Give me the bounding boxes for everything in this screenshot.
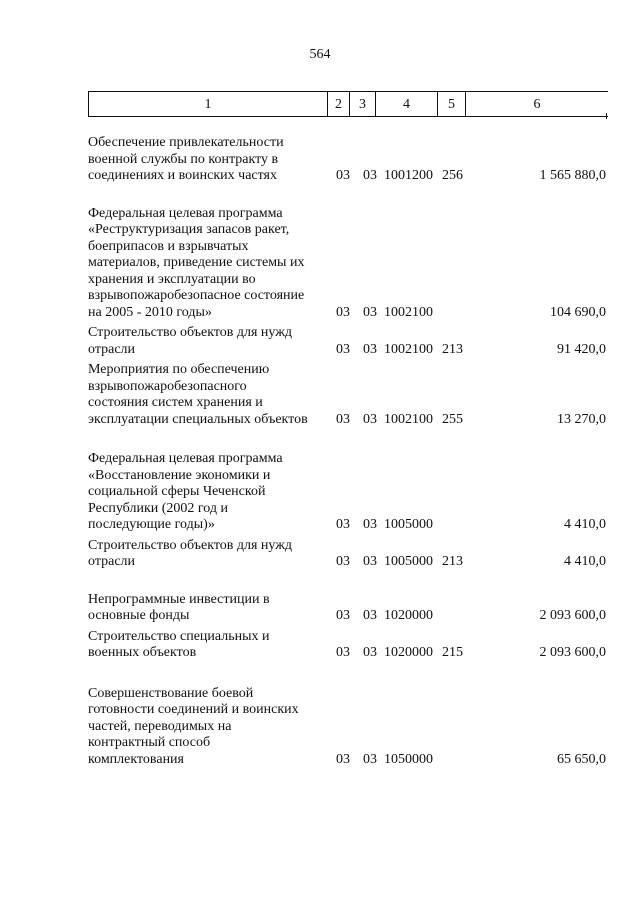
- row-description: Совершенствование боевой готовности соединений и воинских частей, переводимых на контрактный способ комплектования: [88, 685, 299, 767]
- section-code: 03: [336, 645, 350, 660]
- subsection-code: 03: [363, 304, 377, 320]
- row-description: Строительство объектов для нужд отрасли: [88, 537, 293, 569]
- subsection-code: 03: [363, 168, 377, 183]
- subsection-code: 03: [363, 411, 377, 427]
- target-article-code: 1020000: [384, 608, 433, 623]
- expense-type-code: 213: [442, 554, 463, 569]
- section-code: 03: [336, 304, 350, 320]
- table-row: [88, 629, 608, 662]
- section-code: 03: [336, 341, 350, 357]
- section-code: 03: [336, 168, 350, 183]
- header-col-3: 3: [349, 91, 375, 117]
- subsection-code: 03: [363, 645, 377, 660]
- page-number: 564: [309, 47, 331, 62]
- table-header: [88, 91, 608, 119]
- amount-value: 13 270,0: [557, 411, 606, 427]
- header-col-4: 4: [375, 91, 437, 117]
- table-row: [88, 325, 608, 358]
- amount-value: 2 093 600,0: [539, 608, 606, 623]
- table-row: [88, 362, 608, 428]
- header-col-2: 2: [327, 91, 349, 117]
- target-article-code: 1020000: [384, 645, 433, 660]
- target-article-code: 1002100: [384, 304, 433, 320]
- header-col-6: 6: [465, 91, 608, 117]
- table-body: [88, 135, 608, 768]
- subsection-code: 03: [363, 751, 377, 767]
- amount-value: 2 093 600,0: [539, 645, 606, 660]
- row-description: Строительство объектов для нужд отрасли: [88, 325, 293, 357]
- row-description: Обеспечение привлекательности военной службы по контракту в соединениях и воинских частях: [88, 135, 284, 183]
- table-row: [88, 206, 608, 322]
- header-border-tick: [606, 113, 607, 119]
- row-description: Строительство специальных и военных объектов: [88, 628, 270, 660]
- expense-type-code: 256: [442, 168, 463, 183]
- section-code: 03: [336, 411, 350, 427]
- target-article-code: 1002100: [384, 341, 433, 357]
- section-code: 03: [336, 517, 350, 532]
- expense-type-code: 213: [442, 341, 463, 357]
- table-row: [88, 538, 608, 571]
- amount-value: 1 565 880,0: [539, 168, 606, 183]
- amount-value: 91 420,0: [557, 341, 606, 357]
- amount-value: 104 690,0: [550, 304, 606, 320]
- table-row: [88, 135, 608, 185]
- amount-value: 65 650,0: [557, 751, 606, 767]
- section-code: 03: [336, 554, 350, 569]
- amount-value: 4 410,0: [564, 554, 606, 569]
- header-col-1: 1: [88, 91, 327, 117]
- section-code: 03: [336, 608, 350, 623]
- row-description: Непрограммные инвестиции в основные фонды: [88, 591, 270, 623]
- table-row: [88, 592, 608, 625]
- subsection-code: 03: [363, 341, 377, 357]
- subsection-code: 03: [363, 608, 377, 623]
- table-row: [88, 686, 608, 769]
- row-description: Федеральная целевая программа «Восстановление экономики и социальной сферы Чеченской Республики (2002 год и последующие годы)»: [88, 451, 283, 532]
- expense-type-code: 255: [442, 411, 463, 427]
- expense-type-code: 215: [442, 645, 463, 660]
- row-description: Федеральная целевая программа «Реструктуризация запасов ракет, боеприпасов и взрывчатых материалов, приведение системы их хранения и эксплуатации во взрывопожаробезопасное состояние на 2005 - 2010 годы»: [88, 205, 305, 320]
- row-description: Мероприятия по обеспечению взрывопожаробезопасного состояния систем хранения и эксплуатации специальных объектов: [88, 362, 308, 427]
- target-article-code: 1050000: [384, 751, 433, 767]
- target-article-code: 1001200: [384, 168, 433, 183]
- subsection-code: 03: [363, 554, 377, 569]
- target-article-code: 1005000: [384, 554, 433, 569]
- amount-value: 4 410,0: [564, 517, 606, 532]
- header-col-5: 5: [437, 91, 465, 117]
- section-code: 03: [336, 751, 350, 767]
- table-row: [88, 451, 608, 534]
- target-article-code: 1005000: [384, 517, 433, 532]
- subsection-code: 03: [363, 517, 377, 532]
- target-article-code: 1002100: [384, 411, 433, 427]
